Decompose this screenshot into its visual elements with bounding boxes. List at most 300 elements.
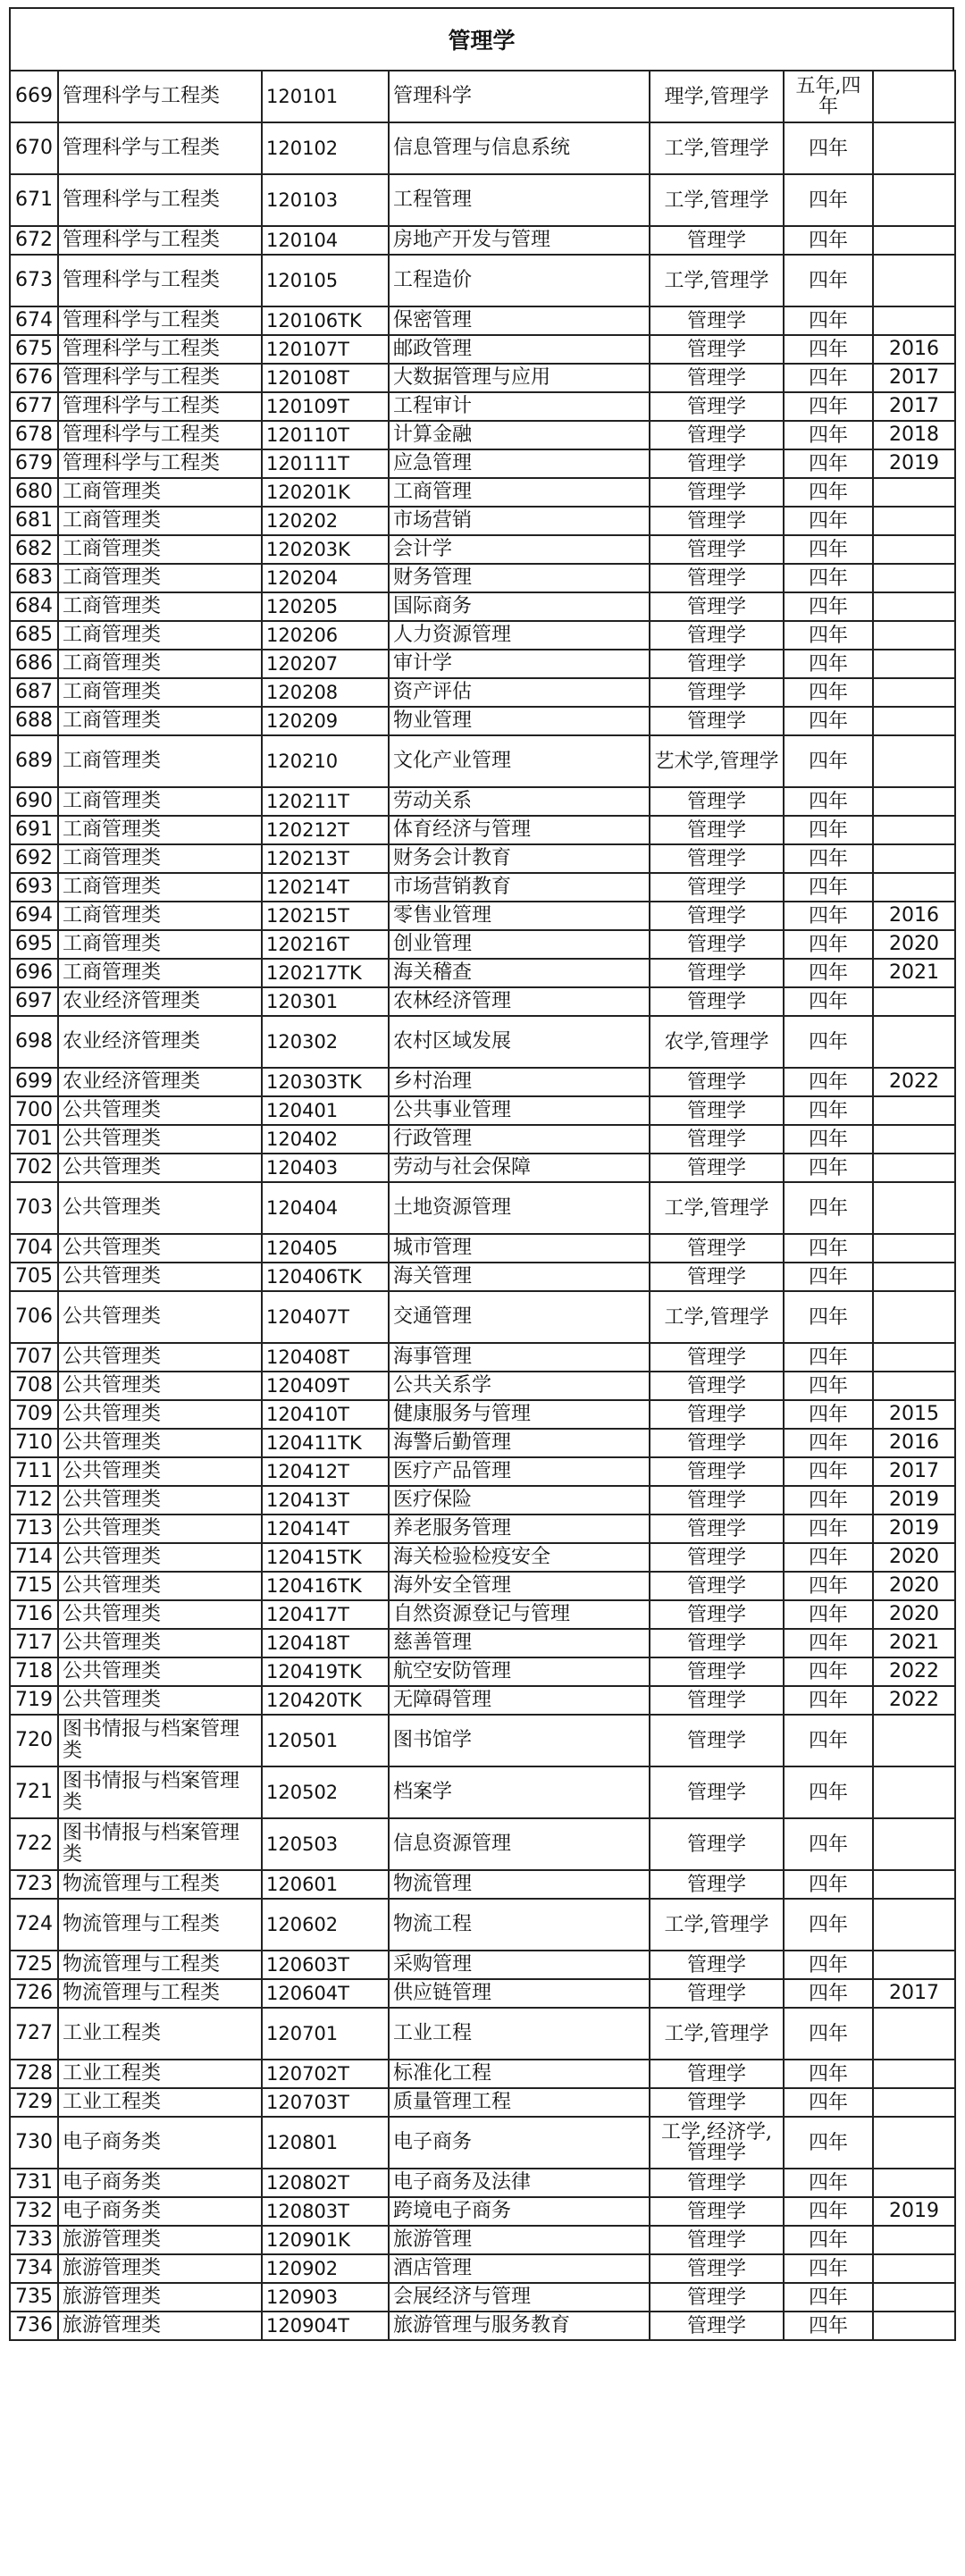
table-row [10, 707, 955, 735]
table-row [10, 1766, 955, 1818]
year-cell: 2020 [873, 1572, 955, 1600]
major-name-cell: 物流管理 [389, 1870, 650, 1899]
year-cell [873, 306, 955, 335]
row-number: 717 [10, 1629, 58, 1657]
duration-cell: 四年 [784, 1429, 873, 1457]
class-cell: 公共管理类 [58, 1600, 262, 1629]
degree-cell: 管理学 [650, 226, 784, 255]
year-cell: 2016 [873, 1429, 955, 1457]
code-cell: 120601 [262, 1870, 389, 1899]
duration-cell: 四年 [784, 226, 873, 255]
duration-cell: 四年 [784, 987, 873, 1016]
class-cell: 工商管理类 [58, 707, 262, 735]
degree-cell: 理学,管理学 [650, 71, 784, 122]
degree-cell: 管理学 [650, 678, 784, 707]
major-name-cell: 文化产业管理 [389, 735, 650, 787]
major-name-cell: 公共事业管理 [389, 1096, 650, 1125]
duration-cell: 四年 [784, 2226, 873, 2254]
major-name-cell: 农林经济管理 [389, 987, 650, 1016]
year-cell [873, 1766, 955, 1818]
degree-cell: 管理学 [650, 1870, 784, 1899]
code-cell: 120404 [262, 1182, 389, 1234]
major-name-cell: 自然资源登记与管理 [389, 1600, 650, 1629]
duration-cell: 四年 [784, 1629, 873, 1657]
major-name-cell: 工业工程 [389, 2008, 650, 2060]
code-cell: 120409T [262, 1372, 389, 1400]
year-cell [873, 1343, 955, 1372]
table-row [10, 1979, 955, 2008]
row-number: 721 [10, 1766, 58, 1818]
major-name-cell: 行政管理 [389, 1125, 650, 1154]
degree-cell: 管理学 [650, 959, 784, 987]
row-number: 690 [10, 787, 58, 816]
major-name-cell: 海关管理 [389, 1263, 650, 1291]
degree-cell: 管理学 [650, 1400, 784, 1429]
row-number: 735 [10, 2283, 58, 2312]
row-number: 736 [10, 2312, 58, 2340]
table-row [10, 255, 955, 306]
major-name-cell: 旅游管理与服务教育 [389, 2312, 650, 2340]
major-name-cell: 资产评估 [389, 678, 650, 707]
duration-cell: 四年 [784, 2312, 873, 2340]
year-cell [873, 226, 955, 255]
year-cell: 2021 [873, 959, 955, 987]
row-number: 719 [10, 1686, 58, 1715]
code-cell: 120408T [262, 1343, 389, 1372]
row-number: 722 [10, 1818, 58, 1870]
class-cell: 公共管理类 [58, 1515, 262, 1543]
code-cell: 120205 [262, 592, 389, 621]
table-row [10, 2060, 955, 2088]
table-row [10, 1096, 955, 1125]
row-number: 677 [10, 392, 58, 421]
row-number: 713 [10, 1515, 58, 1543]
duration-cell: 四年 [784, 421, 873, 449]
duration-cell: 四年 [784, 1572, 873, 1600]
year-cell [873, 816, 955, 844]
year-cell: 2022 [873, 1068, 955, 1096]
year-cell [873, 987, 955, 1016]
major-name-cell: 房地产开发与管理 [389, 226, 650, 255]
year-cell [873, 122, 955, 174]
duration-cell: 四年 [784, 1372, 873, 1400]
major-name-cell: 海关稽查 [389, 959, 650, 987]
table-row [10, 1016, 955, 1068]
code-cell: 120410T [262, 1400, 389, 1429]
code-cell: 120202 [262, 507, 389, 535]
class-cell: 工商管理类 [58, 478, 262, 507]
class-cell: 工商管理类 [58, 564, 262, 592]
degree-cell: 管理学 [650, 1979, 784, 2008]
major-name-cell: 交通管理 [389, 1291, 650, 1343]
major-name-cell: 健康服务与管理 [389, 1400, 650, 1429]
code-cell: 120111T [262, 449, 389, 478]
year-cell [873, 2169, 955, 2197]
row-number: 696 [10, 959, 58, 987]
table-row [10, 1125, 955, 1154]
class-cell: 工商管理类 [58, 816, 262, 844]
table-row [10, 1600, 955, 1629]
major-name-cell: 无障碍管理 [389, 1686, 650, 1715]
major-name-cell: 质量管理工程 [389, 2088, 650, 2117]
code-cell: 120214T [262, 873, 389, 902]
code-cell: 120701 [262, 2008, 389, 2060]
code-cell: 120419TK [262, 1657, 389, 1686]
duration-cell: 四年 [784, 2060, 873, 2088]
major-name-cell: 保密管理 [389, 306, 650, 335]
table-row [10, 507, 955, 535]
table-row [10, 478, 955, 507]
table-row [10, 1343, 955, 1372]
class-cell: 电子商务类 [58, 2117, 262, 2169]
code-cell: 120208 [262, 678, 389, 707]
degree-cell: 工学,管理学 [650, 174, 784, 226]
duration-cell: 四年 [784, 449, 873, 478]
code-cell: 120803T [262, 2197, 389, 2226]
code-cell: 120401 [262, 1096, 389, 1125]
duration-cell: 四年 [784, 1600, 873, 1629]
table-row [10, 621, 955, 650]
class-cell: 工商管理类 [58, 507, 262, 535]
degree-cell: 管理学 [650, 1125, 784, 1154]
code-cell: 120902 [262, 2254, 389, 2283]
table-row [10, 1291, 955, 1343]
class-cell: 物流管理与工程类 [58, 1870, 262, 1899]
row-number: 711 [10, 1457, 58, 1486]
class-cell: 公共管理类 [58, 1486, 262, 1515]
code-cell: 120702T [262, 2060, 389, 2088]
class-cell: 公共管理类 [58, 1629, 262, 1657]
row-number: 727 [10, 2008, 58, 2060]
year-cell [873, 2060, 955, 2088]
code-cell: 120204 [262, 564, 389, 592]
degree-cell: 管理学 [650, 902, 784, 930]
degree-cell: 管理学 [650, 2226, 784, 2254]
degree-cell: 管理学 [650, 2169, 784, 2197]
class-cell: 管理科学与工程类 [58, 392, 262, 421]
code-cell: 120602 [262, 1899, 389, 1951]
row-number: 683 [10, 564, 58, 592]
table-row [10, 816, 955, 844]
code-cell: 120109T [262, 392, 389, 421]
code-cell: 120403 [262, 1154, 389, 1182]
degree-cell: 管理学 [650, 1657, 784, 1686]
code-cell: 120303TK [262, 1068, 389, 1096]
degree-cell: 工学,管理学 [650, 1182, 784, 1234]
row-number: 680 [10, 478, 58, 507]
table-row [10, 1715, 955, 1766]
year-cell [873, 1899, 955, 1951]
duration-cell: 四年 [784, 959, 873, 987]
row-number: 676 [10, 364, 58, 392]
row-number: 699 [10, 1068, 58, 1096]
class-cell: 工业工程类 [58, 2060, 262, 2088]
degree-cell: 管理学 [650, 930, 784, 959]
table-row [10, 1951, 955, 1979]
duration-cell: 四年 [784, 1343, 873, 1372]
duration-cell: 四年 [784, 1486, 873, 1515]
duration-cell: 四年 [784, 1766, 873, 1818]
row-number: 686 [10, 650, 58, 678]
degree-cell: 管理学 [650, 2283, 784, 2312]
degree-cell: 管理学 [650, 392, 784, 421]
duration-cell: 四年 [784, 2254, 873, 2283]
row-number: 715 [10, 1572, 58, 1600]
code-cell: 120216T [262, 930, 389, 959]
class-cell: 物流管理与工程类 [58, 1899, 262, 1951]
major-name-cell: 海外安全管理 [389, 1572, 650, 1600]
class-cell: 公共管理类 [58, 1686, 262, 1715]
year-cell [873, 678, 955, 707]
year-cell: 2022 [873, 1686, 955, 1715]
table-row [10, 2169, 955, 2197]
major-name-cell: 航空安防管理 [389, 1657, 650, 1686]
class-cell: 农业经济管理类 [58, 1068, 262, 1096]
table-row [10, 226, 955, 255]
duration-cell: 四年 [784, 364, 873, 392]
row-number: 692 [10, 844, 58, 873]
code-cell: 120801 [262, 2117, 389, 2169]
code-cell: 120903 [262, 2283, 389, 2312]
major-name-cell: 劳动关系 [389, 787, 650, 816]
year-cell [873, 844, 955, 873]
major-name-cell: 财务管理 [389, 564, 650, 592]
year-cell [873, 1372, 955, 1400]
table-row [10, 650, 955, 678]
code-cell: 120411TK [262, 1429, 389, 1457]
major-name-cell: 物流工程 [389, 1899, 650, 1951]
duration-cell: 四年 [784, 2169, 873, 2197]
code-cell: 120207 [262, 650, 389, 678]
class-cell: 旅游管理类 [58, 2312, 262, 2340]
degree-cell: 管理学 [650, 1686, 784, 1715]
year-cell: 2016 [873, 902, 955, 930]
class-cell: 旅游管理类 [58, 2226, 262, 2254]
row-number: 708 [10, 1372, 58, 1400]
year-cell [873, 478, 955, 507]
code-cell: 120209 [262, 707, 389, 735]
duration-cell: 四年 [784, 2117, 873, 2169]
code-cell: 120604T [262, 1979, 389, 2008]
major-name-cell: 图书馆学 [389, 1715, 650, 1766]
duration-cell: 四年 [784, 507, 873, 535]
table-row [10, 592, 955, 621]
duration-cell: 四年 [784, 1715, 873, 1766]
year-cell: 2020 [873, 1600, 955, 1629]
code-cell: 120413T [262, 1486, 389, 1515]
degree-cell: 管理学 [650, 873, 784, 902]
table-body [10, 71, 955, 2340]
code-cell: 120104 [262, 226, 389, 255]
class-cell: 图书情报与档案管理类 [58, 1766, 262, 1818]
major-name-cell: 工商管理 [389, 478, 650, 507]
class-cell: 工商管理类 [58, 787, 262, 816]
row-number: 669 [10, 71, 58, 122]
class-cell: 管理科学与工程类 [58, 449, 262, 478]
year-cell [873, 1818, 955, 1870]
table-row [10, 1400, 955, 1429]
row-number: 685 [10, 621, 58, 650]
year-cell [873, 1016, 955, 1068]
class-cell: 电子商务类 [58, 2169, 262, 2197]
row-number: 701 [10, 1125, 58, 1154]
degree-cell: 管理学 [650, 1951, 784, 1979]
major-name-cell: 采购管理 [389, 1951, 650, 1979]
major-name-cell: 海事管理 [389, 1343, 650, 1372]
table-row [10, 335, 955, 364]
code-cell: 120215T [262, 902, 389, 930]
duration-cell: 四年 [784, 392, 873, 421]
row-number: 670 [10, 122, 58, 174]
duration-cell: 四年 [784, 1291, 873, 1343]
major-name-cell: 慈善管理 [389, 1629, 650, 1657]
degree-cell: 管理学 [650, 564, 784, 592]
degree-cell: 管理学 [650, 1543, 784, 1572]
section-title: 管理学 [9, 7, 954, 71]
major-name-cell: 养老服务管理 [389, 1515, 650, 1543]
duration-cell: 四年 [784, 1870, 873, 1899]
class-cell: 公共管理类 [58, 1457, 262, 1486]
major-name-cell: 档案学 [389, 1766, 650, 1818]
duration-cell: 四年 [784, 844, 873, 873]
class-cell: 公共管理类 [58, 1543, 262, 1572]
code-cell: 120407T [262, 1291, 389, 1343]
year-cell: 2020 [873, 930, 955, 959]
duration-cell: 四年 [784, 535, 873, 564]
year-cell [873, 2008, 955, 2060]
code-cell: 120106TK [262, 306, 389, 335]
degree-cell: 管理学 [650, 1263, 784, 1291]
degree-cell: 艺术学,管理学 [650, 735, 784, 787]
degree-cell: 管理学 [650, 1343, 784, 1372]
year-cell: 2019 [873, 2197, 955, 2226]
table-row [10, 306, 955, 335]
class-cell: 管理科学与工程类 [58, 71, 262, 122]
code-cell: 120502 [262, 1766, 389, 1818]
year-cell [873, 707, 955, 735]
degree-cell: 管理学 [650, 1457, 784, 1486]
degree-cell: 工学,管理学 [650, 1291, 784, 1343]
duration-cell: 四年 [784, 1068, 873, 1096]
table-row [10, 2197, 955, 2226]
row-number: 731 [10, 2169, 58, 2197]
table-row [10, 1263, 955, 1291]
table-row [10, 122, 955, 174]
degree-cell: 工学,管理学 [650, 122, 784, 174]
class-cell: 管理科学与工程类 [58, 306, 262, 335]
year-cell: 2017 [873, 364, 955, 392]
table-row [10, 392, 955, 421]
duration-cell: 四年 [784, 1657, 873, 1686]
class-cell: 公共管理类 [58, 1154, 262, 1182]
year-cell [873, 2226, 955, 2254]
major-name-cell: 国际商务 [389, 592, 650, 621]
table-row [10, 564, 955, 592]
degree-cell: 管理学 [650, 987, 784, 1016]
degree-cell: 管理学 [650, 507, 784, 535]
class-cell: 公共管理类 [58, 1429, 262, 1457]
code-cell: 120406TK [262, 1263, 389, 1291]
duration-cell: 四年 [784, 2088, 873, 2117]
degree-cell: 管理学 [650, 621, 784, 650]
code-cell: 120302 [262, 1016, 389, 1068]
table-row [10, 902, 955, 930]
duration-cell: 四年 [784, 255, 873, 306]
table-row [10, 873, 955, 902]
class-cell: 管理科学与工程类 [58, 255, 262, 306]
table-row [10, 1572, 955, 1600]
class-cell: 图书情报与档案管理类 [58, 1818, 262, 1870]
major-name-cell: 零售业管理 [389, 902, 650, 930]
degree-cell: 管理学 [650, 1486, 784, 1515]
row-number: 671 [10, 174, 58, 226]
code-cell: 120203K [262, 535, 389, 564]
row-number: 673 [10, 255, 58, 306]
code-cell: 120420TK [262, 1686, 389, 1715]
major-name-cell: 电子商务 [389, 2117, 650, 2169]
class-cell: 公共管理类 [58, 1343, 262, 1372]
class-cell: 物流管理与工程类 [58, 1951, 262, 1979]
code-cell: 120103 [262, 174, 389, 226]
row-number: 687 [10, 678, 58, 707]
row-number: 726 [10, 1979, 58, 2008]
table-row [10, 421, 955, 449]
year-cell [873, 621, 955, 650]
year-cell [873, 592, 955, 621]
year-cell [873, 2283, 955, 2312]
code-cell: 120110T [262, 421, 389, 449]
row-number: 724 [10, 1899, 58, 1951]
major-name-cell: 医疗产品管理 [389, 1457, 650, 1486]
duration-cell: 四年 [784, 621, 873, 650]
table-row [10, 535, 955, 564]
row-number: 679 [10, 449, 58, 478]
degree-cell: 管理学 [650, 816, 784, 844]
duration-cell: 四年 [784, 1125, 873, 1154]
class-cell: 农业经济管理类 [58, 987, 262, 1016]
row-number: 712 [10, 1486, 58, 1515]
row-number: 714 [10, 1543, 58, 1572]
row-number: 718 [10, 1657, 58, 1686]
major-name-cell: 市场营销 [389, 507, 650, 535]
major-name-cell: 工程造价 [389, 255, 650, 306]
major-name-cell: 财务会计教育 [389, 844, 650, 873]
table-row [10, 2226, 955, 2254]
table-row [10, 1686, 955, 1715]
row-number: 672 [10, 226, 58, 255]
table-row [10, 930, 955, 959]
duration-cell: 四年 [784, 678, 873, 707]
code-cell: 120416TK [262, 1572, 389, 1600]
row-number: 703 [10, 1182, 58, 1234]
major-name-cell: 工程审计 [389, 392, 650, 421]
duration-cell: 四年 [784, 174, 873, 226]
class-cell: 公共管理类 [58, 1182, 262, 1234]
row-number: 729 [10, 2088, 58, 2117]
duration-cell: 四年 [784, 787, 873, 816]
table-row [10, 787, 955, 816]
year-cell: 2017 [873, 1979, 955, 2008]
table-row [10, 2008, 955, 2060]
code-cell: 120101 [262, 71, 389, 122]
degree-cell: 管理学 [650, 592, 784, 621]
year-cell: 2020 [873, 1543, 955, 1572]
degree-cell: 工学,管理学 [650, 1899, 784, 1951]
year-cell [873, 535, 955, 564]
row-number: 704 [10, 1234, 58, 1263]
table-row [10, 1486, 955, 1515]
degree-cell: 管理学 [650, 2254, 784, 2283]
